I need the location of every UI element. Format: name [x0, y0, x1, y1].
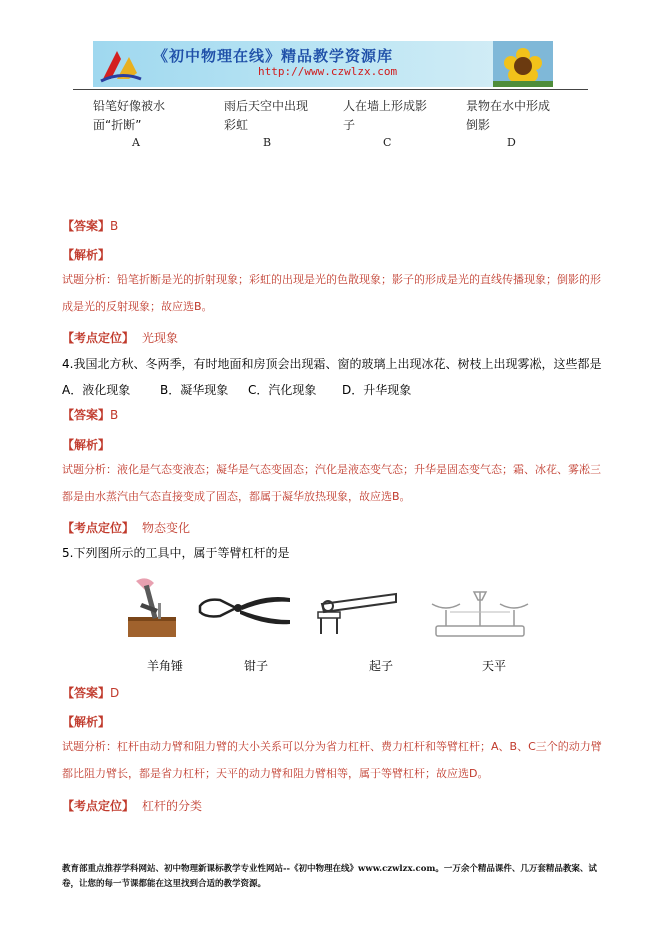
bottle-opener-image [312, 590, 398, 636]
tool-caption-pliers: 钳子 [244, 659, 269, 673]
q3-option-text-b: 雨后天空中出现彩虹 [224, 99, 309, 132]
point-value: 光现象 [142, 331, 179, 345]
banner-url: http://www.czwlzx.com [258, 65, 398, 78]
point-tag: 【考点定位】 [62, 799, 135, 813]
answer-value: D [110, 686, 120, 700]
q5-question: 5.下列图所示的工具中，属于等臂杠杆的是 [62, 546, 290, 560]
q3-option-label-c: C [383, 136, 392, 149]
tool-caption-balance: 天平 [482, 659, 507, 673]
point-value: 杠杆的分类 [142, 799, 203, 813]
q3-option-text-c: 人在墙上形成影子 [343, 99, 428, 132]
q4-point [62, 519, 190, 536]
banner-title: 《初中物理在线》精品教学资源库 [153, 47, 394, 65]
pliers-image [196, 590, 292, 634]
point-tag: 【考点定位】 [62, 521, 135, 535]
q3-option-text-a: 铅笔好像被水面“折断” [93, 99, 166, 132]
q3-option-text-d: 景物在水中形成倒影 [466, 99, 551, 132]
q4-option-c: C．汽化现象 [248, 383, 317, 397]
q5-answer [62, 684, 119, 701]
q4-question: 4.我国北方秋、冬两季，有时地面和房顶会出现霜、窗的玻璃上出现冰花、树枝上出现雾凇，这些都是 [62, 357, 602, 371]
q4-analysis-tag: 【解析】 [62, 438, 111, 452]
header-banner [93, 41, 553, 87]
q4-option-a: A．液化现象 [62, 383, 131, 397]
tool-caption-opener: 起子 [369, 659, 394, 673]
tool-caption-hammer: 羊角锤 [147, 659, 184, 673]
q4-option-d: D．升华现象 [342, 383, 412, 397]
sunflower-icon [493, 41, 553, 87]
q4-analysis-text: 试题分析：液化是气态变液态；凝华是气态变固态；汽化是液态变气态；升华是固态变气态；霜、冰花、雾凇三都是由水蒸汽由气态直接变成了固态，都属于凝华放热现象，故应选B。 [62, 463, 601, 503]
q3-answer [62, 217, 118, 234]
answer-value: B [110, 219, 119, 233]
q3-option-label-d: D [507, 136, 516, 149]
answer-tag: 【答案】 [62, 408, 111, 422]
answer-value: B [110, 408, 119, 422]
header-divider [73, 89, 588, 90]
q3-analysis-tag: 【解析】 [62, 248, 111, 262]
point-tag: 【考点定位】 [62, 331, 135, 345]
q3-point [62, 329, 178, 346]
page-footer: 教育部重点推荐学科网站、初中物理新课标教学专业性网站--《初中物理在线》www.czwlzx.com。一万余个精品课件、几万套精品教案、试卷，让您的每一节课都能在这里找到合适的教学资源。 [62, 864, 597, 889]
q4-option-b: B．凝华现象 [160, 383, 229, 397]
claw-hammer-image [128, 573, 176, 637]
balance-scale-image [430, 588, 530, 638]
answer-tag: 【答案】 [62, 219, 111, 233]
answer-tag: 【答案】 [62, 686, 111, 700]
point-value: 物态变化 [142, 521, 191, 535]
q5-analysis-tag: 【解析】 [62, 715, 111, 729]
q3-option-label-b: B [263, 136, 272, 149]
q3-analysis-text: 试题分析：铅笔折断是光的折射现象；彩虹的出现是光的色散现象；影子的形成是光的直线传播现象；倒影的形成是光的反射现象；故应选B。 [62, 273, 601, 313]
q3-option-label-a: A [132, 136, 140, 149]
q5-point [62, 797, 202, 814]
q5-analysis-text: 试题分析：杠杆由动力臂和阻力臂的大小关系可以分为省力杠杆、费力杠杆和等臂杠杆；A、B、C三个的动力臂都比阻力臂长，都是省力杠杆；天平的动力臂和阻力臂相等，属于等臂杠杆；故应选D。 [62, 740, 602, 780]
q4-answer [62, 406, 118, 423]
site-logo [99, 45, 143, 83]
